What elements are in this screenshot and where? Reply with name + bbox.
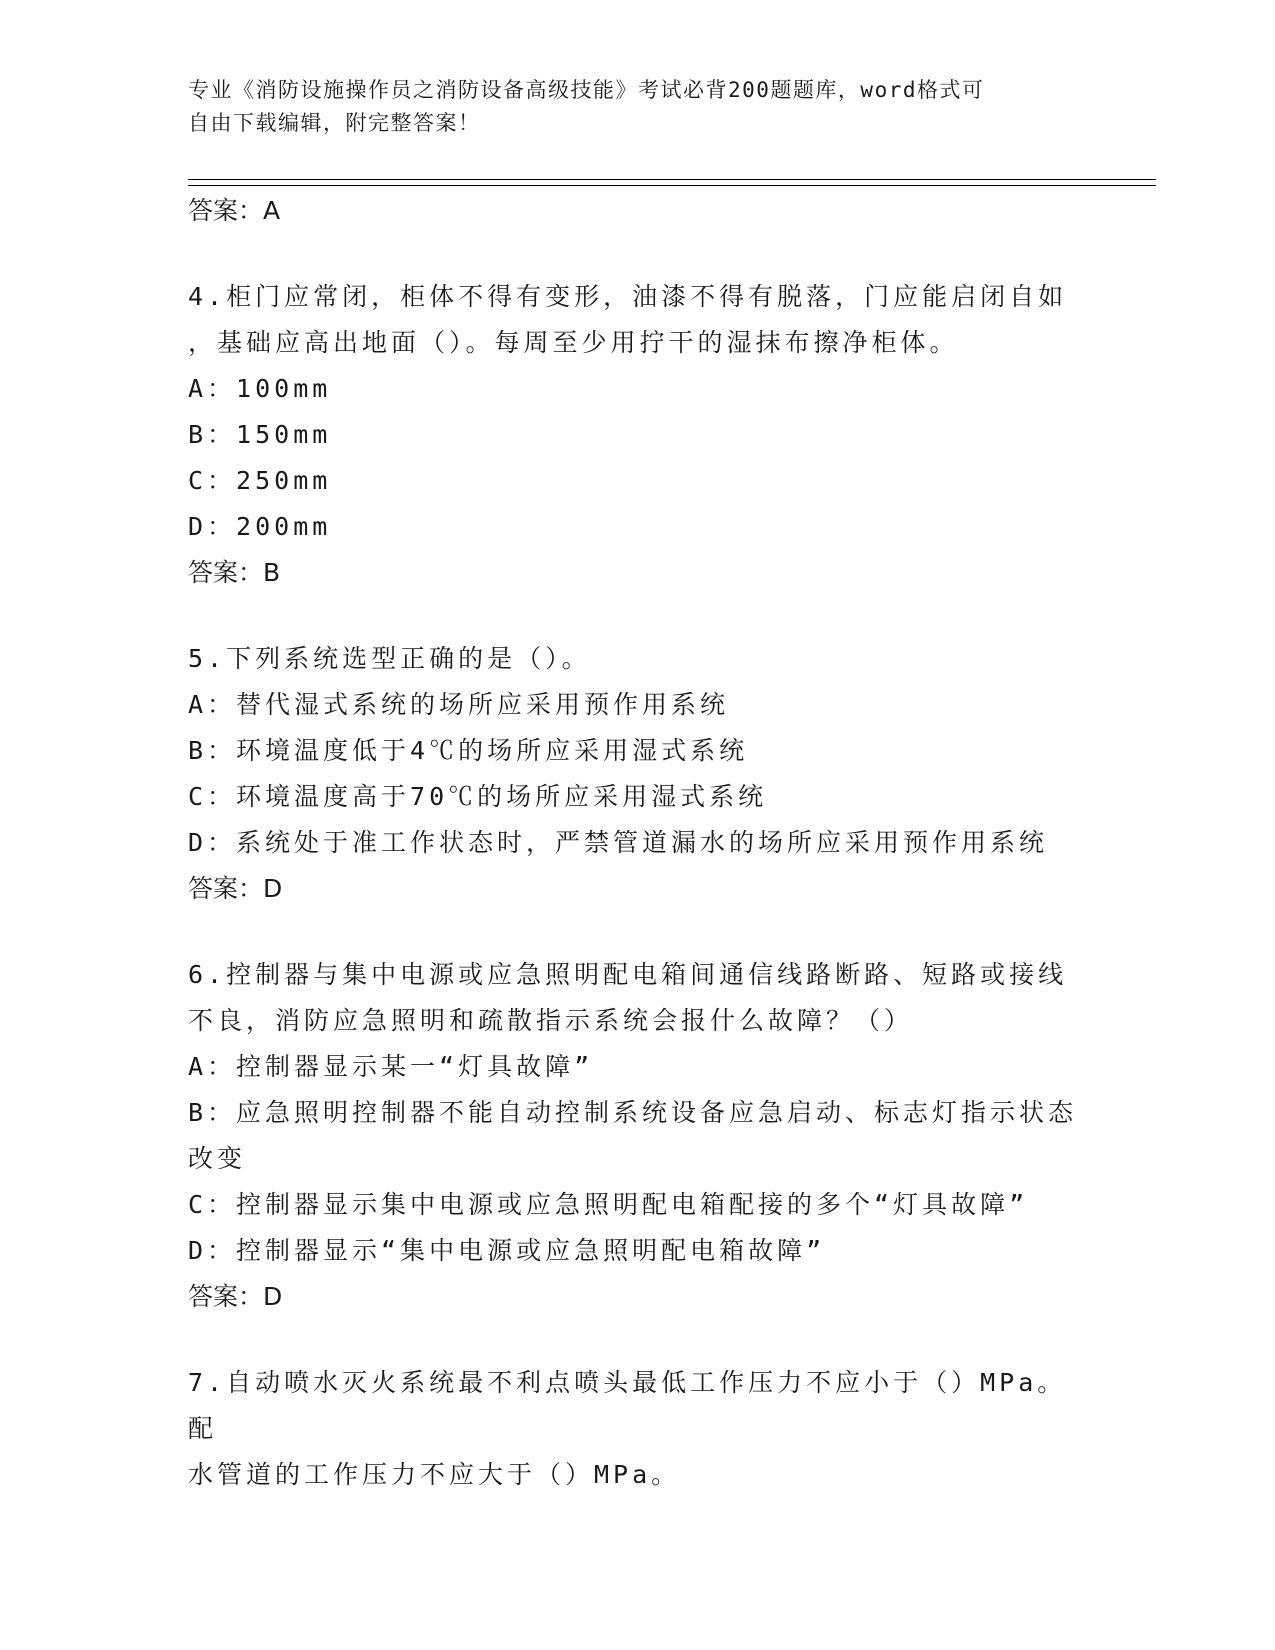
- question-text-line: 不良，消防应急照明和疏散指示系统会报什么故障？（）: [188, 1006, 914, 1035]
- option-b: B：应急照明控制器不能自动控制系统设备应急启动、标志灯指示状态: [188, 1098, 1078, 1127]
- option-b: B：环境温度低于4℃的场所应采用湿式系统: [188, 736, 749, 765]
- option-c: C：环境温度高于70℃的场所应采用湿式系统: [188, 782, 768, 811]
- header-divider: [188, 179, 1156, 186]
- question-answer: 答案：D: [188, 1282, 283, 1311]
- question-text-line: ，基础应高出地面（）。每周至少用拧干的湿抹布擦净柜体。: [188, 328, 959, 357]
- option-a: A：100mm: [188, 374, 332, 403]
- option-d: D：控制器显示“集中电源或应急照明配电箱故障”: [188, 1236, 826, 1265]
- option-a: A：控制器显示某一“灯具故障”: [188, 1052, 594, 1081]
- question-5: [188, 636, 1088, 912]
- header-line-2: 自由下载编辑，附完整答案！: [188, 111, 481, 135]
- question-4: [188, 274, 1088, 596]
- option-c: C：控制器显示集中电源或应急照明配电箱配接的多个“灯具故障”: [188, 1190, 1029, 1219]
- question-answer: 答案：D: [188, 874, 283, 903]
- previous-answer: 答案：A: [188, 196, 281, 225]
- question-text-line: 6.控制器与集中电源或应急照明配电箱间通信线路断路、短路或接线: [188, 960, 1068, 989]
- question-answer: 答案：B: [188, 558, 281, 587]
- option-d: D：系统处于准工作状态时，严禁管道漏水的场所应采用预作用系统: [188, 828, 1049, 857]
- option-a: A：替代湿式系统的场所应采用预作用系统: [188, 690, 730, 719]
- option-c: C：250mm: [188, 466, 332, 495]
- question-6: [188, 952, 1088, 1320]
- question-text-line: 5.下列系统选型正确的是（）。: [188, 644, 591, 673]
- question-text-line: 4.柜门应常闭，柜体不得有变形，油漆不得有脱落，门应能启闭自如: [188, 282, 1068, 311]
- page-header: [188, 74, 1088, 140]
- question-7: [188, 1360, 1088, 1498]
- option-d: D：200mm: [188, 512, 332, 541]
- document-body: [188, 188, 1088, 1498]
- header-line-1: 专业《消防设施操作员之消防设备高级技能》考试必背200题题库，word格式可: [188, 78, 985, 102]
- option-b: B：150mm: [188, 420, 332, 449]
- option-b-continued: 改变: [188, 1144, 247, 1173]
- question-text-line: 7.自动喷水灭火系统最不利点喷头最低工作压力不应小于（）MPa。配: [188, 1368, 1067, 1443]
- question-text-line: 水管道的工作压力不应大于（）MPa。: [188, 1460, 681, 1489]
